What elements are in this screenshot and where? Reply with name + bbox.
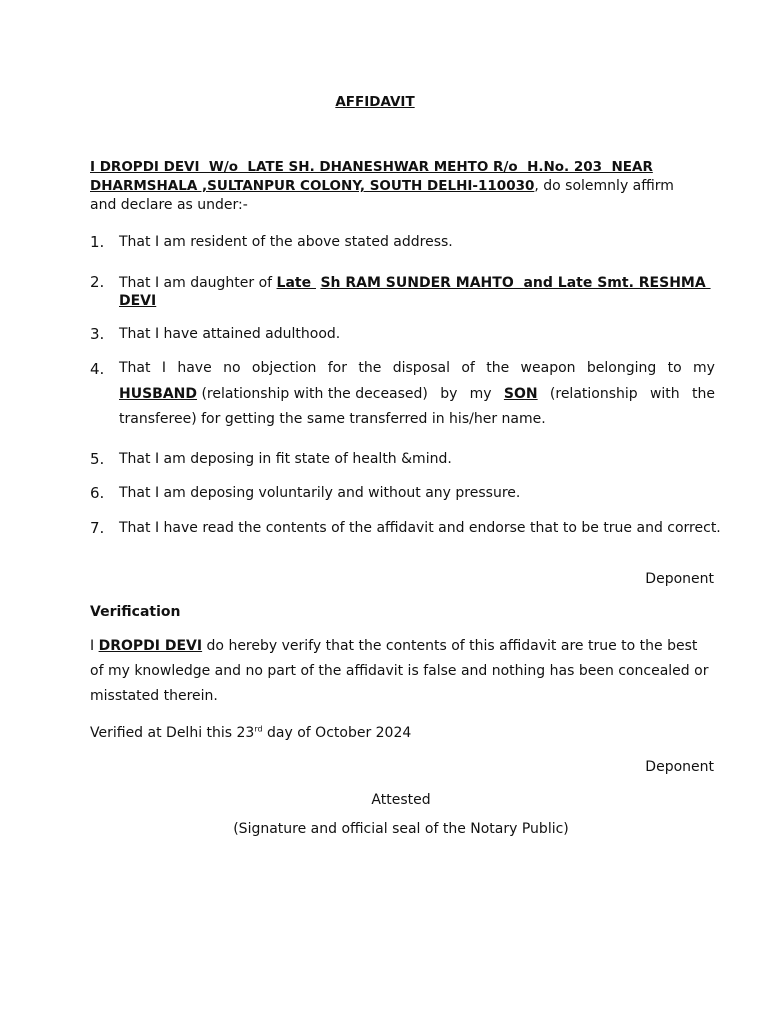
no-objection-word: objection [251, 360, 317, 376]
no-objection-word: no [223, 360, 241, 376]
verification-line3: misstated therein. [90, 688, 218, 704]
relationship-deceased: (relationship with the deceased) [201, 385, 428, 402]
no-objection-word: for [327, 360, 347, 376]
no-objection-line1 [119, 356, 715, 382]
verification-line2: of my knowledge and no part of the affidavit is false and nothing has been concealed or [90, 663, 709, 679]
attested-label: Attested [371, 792, 431, 808]
no-objection-word: That [119, 360, 151, 376]
declare-text: and declare as under:- [90, 197, 248, 213]
no-objection-line2 [119, 382, 715, 408]
son-label: SON [503, 385, 538, 402]
verified-prefix: Verified at Delhi this 23 [90, 725, 255, 741]
item-number: 3. [90, 325, 105, 343]
late-label: Late [276, 275, 316, 291]
verified-date-line [90, 725, 411, 741]
no-objection-word: I [161, 360, 166, 376]
no-objection-line3: transferee) for getting the same transferred in his/her name. [119, 411, 546, 427]
word-the: the [691, 385, 715, 402]
no-objection-word: the [358, 360, 382, 376]
verified-suffix: day of October 2024 [262, 725, 412, 741]
deponent-label: Deponent [645, 571, 714, 587]
no-objection-word: my [693, 360, 715, 376]
parents-names: Sh RAM SUNDER MAHTO and Late Smt. RESHMA [320, 275, 711, 291]
word-relationship: (relationship [549, 385, 638, 402]
item-text-endorse: That I have read the contents of the affidavit and endorse that to be true and correct. [119, 520, 721, 536]
no-objection-word: the [486, 360, 510, 376]
no-objection-word: of [461, 360, 475, 376]
item-number: 2. [90, 273, 105, 291]
affirm-text: , do solemnly affirm [534, 178, 674, 194]
verification-heading: Verification [90, 604, 181, 620]
item-number: 5. [90, 450, 105, 468]
item-text-resident: That I am resident of the above stated address. [119, 234, 453, 250]
word-by: by [440, 385, 458, 402]
date-ordinal-suffix: rd [254, 724, 263, 734]
document-title: AFFIDAVIT [335, 94, 415, 110]
verification-i: I [90, 638, 99, 654]
verification-line1: do hereby verify that the contents of this affidavit are true to the best [202, 638, 698, 654]
item-number: 7. [90, 519, 105, 537]
verification-paragraph [90, 634, 716, 709]
word-my: my [469, 385, 492, 402]
item-text-voluntary: That I am deposing voluntarily and without any pressure. [119, 485, 521, 501]
parents-names-continued: DEVI [119, 293, 157, 309]
deponent-address: DHARMSHALA ,SULTANPUR COLONY, SOUTH DELHI-110030 [90, 178, 535, 194]
item-number: 1. [90, 233, 105, 251]
item-number: 4. [90, 360, 105, 378]
item-text-parentage [119, 274, 715, 310]
parentage-prefix: That I am daughter of [119, 275, 277, 291]
deponent-label: Deponent [645, 759, 714, 775]
no-objection-word: to [667, 360, 682, 376]
deponent-identity-line1: I DROPDI DEVI W/o LATE SH. DHANESHWAR MEHTO R/o H.No. 203 NEAR [90, 159, 653, 175]
item-text-adulthood: That I have attained adulthood. [119, 326, 341, 342]
intro-paragraph [90, 158, 716, 215]
word-with: with [649, 385, 680, 402]
no-objection-word: disposal [392, 360, 450, 376]
no-objection-word: belonging [586, 360, 657, 376]
verifier-name: DROPDI DEVI [98, 638, 203, 654]
item-text-no-objection [119, 356, 715, 433]
no-objection-word: have [177, 360, 212, 376]
notary-signature-note: (Signature and official seal of the Notary Public) [233, 821, 569, 837]
husband-label: HUSBAND [119, 385, 198, 402]
no-objection-word: weapon [520, 360, 576, 376]
item-number: 6. [90, 484, 105, 502]
item-text-health: That I am deposing in fit state of health &mind. [119, 451, 452, 467]
